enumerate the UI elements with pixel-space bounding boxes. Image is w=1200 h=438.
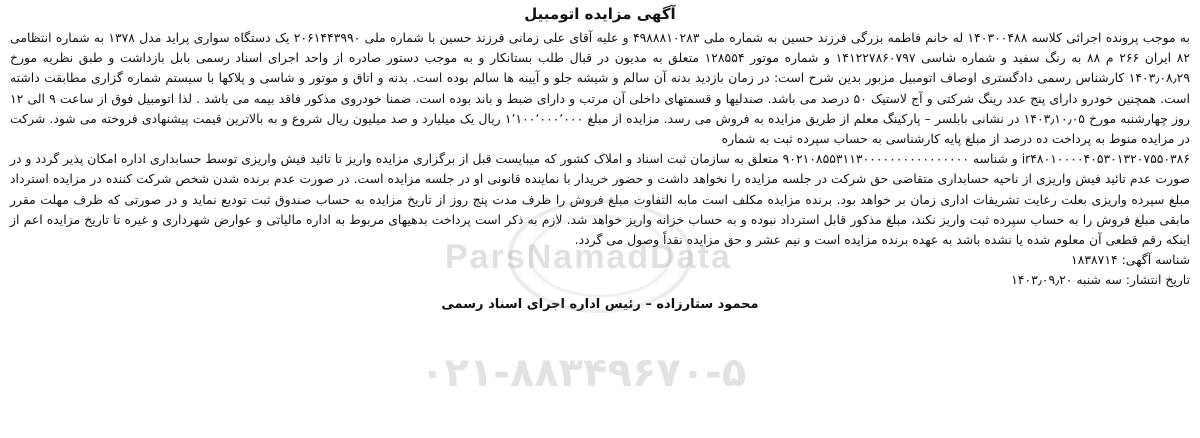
notice-paragraph-2: ir۴۸۰۱۰۰۰۰۴۰۵۳۰۱۳۲۰۷۵۵۰۳۸۶ و شناسه ۹۰۲۱۰۸۵۵۳۱۱۳۰۰۰۰۰۰۰۰۰۰۰۰۰۰۰۰ متعلق به سازمان ثبت اسناد و املاک کشور که میبایست قبل از برگزاری مزایده واریز تا تائید فیش واریزی توسط حسابداری اداره امکان پذیر گردد و در صورت عدم تائید فیش واریزی از ناحیه حسابداری متقاضی حق شرکت در جلسه مزایده را نخواهد داشت و حضور خریدار با نماینده قانونی او در جلسه مزایده است. در صورت عدم برنده شدن شخص شرکت کننده در مزایده استرداد مبلغ سپرده واریزی بعلت رعایت تشریفات اداری زمان بر خواهد بود. برنده مزایده مکلف است مابه التفاوت مبلغ فروش را ظرف مدت پنج روز از تاریخ مزایده به حساب صندوق ثبت تودیع نماید و در صورتی که ظرف مهلت مقرر مابقی مبلغ فروش را به حساب سپرده ثبت واریز نکند، مبلغ مذکور قابل استرداد نبوده و به حساب خزانه واریز خواهد شد. لازم به ذکر است پرداخت بدهیهای مربوط به اداره مالیاتی و عوارض شهرداری و غیره تا تاریخ مزایده اعم از اینکه رقم قطعی آن معلوم شده یا نشده باشد به عهده برنده مزایده است و نیم عشر و حق مزایده نقداً وصول می گردد. [10, 151, 1190, 248]
notice-paragraph-1: به موجب پرونده اجرائی کلاسه ۱۴۰۳۰۰۴۸۸ له خانم فاطمه بزرگی فرزند حسین به شماره ملی ۴۹۸۸۸۱۰۲۸۳ و علیه آقای علی زمانی فرزند حسین با شماره ملی ۲۰۶۱۴۴۳۹۹۰ یک دستگاه سواری پراید مدل ۱۳۷۸ به شماره انتظامی ۸۲ ایران ۲۶۶ م ۸۸ به رنگ سفید و شماره شاسی ۱۴۱۲۲۷۸۶۰۷۹۷ و شماره موتور ۱۲۸۵۵۴ متعلق به مدیون در قبال طلب بستانکار و به موجب دستور صادره از واحد اجرای اسناد رسمی بابل بازداشت و طبق نظریه مورخ ۱۴۰۳٫۰۸٫۲۹ کارشناس رسمی دادگستری اوصاف اتومبیل مزبور بدین شرح است: در زمان بازدید بدنه آن سالم و شیشه جلو و آیینه ها سالم بوده است. بدنه و اتاق و موتور و شاسی و پلاکها با سیستم شماره گزاری مطابقت داشته است. همچنین خودرو دارای پنج عدد رینگ شرکتی و آج لاستیک ۵۰ درصد می باشد. صندلیها و قسمتهای داخلی آن مرتب و دارای ضبط و باند بوده است. ضمنا خودروی مذکور فاقد بیمه می باشد . لذا اتومبیل فوق از ساعت ۹ الی ۱۲ روز چهارشنبه مورخ ۱۴۰۳٫۱۰٫۰۵ در نشانی بابلسر – پارکینگ معلم از طریق مزایده به فروش می رسد. مزایده از مبلغ ۱٬۱۰۰٬۰۰۰٬۰۰۰ ریال یک میلیارد و صد میلیون ریال شروع و به بالاترین قیمت پیشنهادی فروخته می شود. شرکت در مزایده منوط به پرداخت ده درصد از مبلغ پایه کارشناسی به حساب سپرده ثبت به شماره [10, 30, 1191, 147]
publish-date: تاریخ انتشار: سه شنبه ۱۴۰۳٫۰۹٫۲۰ [1011, 272, 1190, 288]
watermark-phone: ۰۲۱-۸۸۳۴۹۶۷۰-۵ [420, 350, 747, 396]
watermark-name: ParsNamadData [445, 238, 732, 276]
notice-body [10, 28, 1190, 250]
ad-id: شناسه آگهی: ۱۸۳۸۷۱۴ [1071, 252, 1190, 268]
signature: محمود ستارزاده – رئیس اداره اجرای اسناد رسمی [441, 296, 759, 312]
notice-title: آگهی مزایده اتومبیل [524, 5, 676, 23]
